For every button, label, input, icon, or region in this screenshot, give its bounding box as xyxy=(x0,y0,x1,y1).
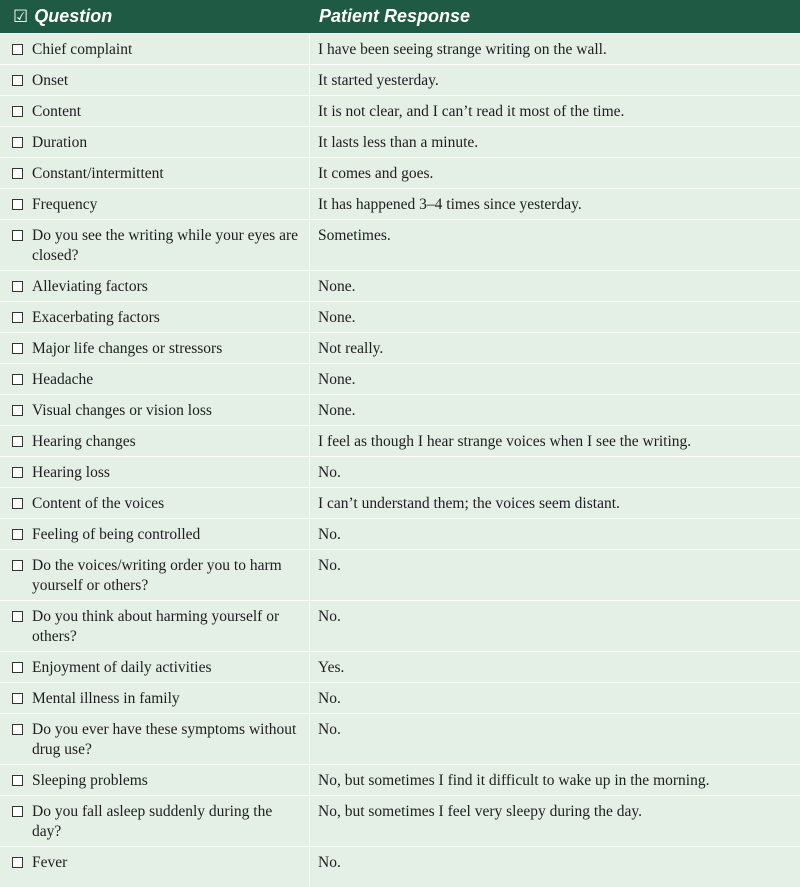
checkbox-icon[interactable] xyxy=(12,529,23,540)
question-text: Headache xyxy=(32,371,94,388)
checkbox-icon[interactable] xyxy=(12,374,23,385)
table-row xyxy=(0,332,800,363)
question-text: Exacerbating factors xyxy=(32,309,160,326)
response-text: No. xyxy=(318,464,341,481)
response-text: None. xyxy=(318,371,356,388)
table-row xyxy=(0,764,800,795)
table-row xyxy=(0,425,800,456)
checkbox-icon[interactable] xyxy=(12,560,23,571)
question-text: Do the voices/writing order you to harm yourself or others? xyxy=(32,557,282,594)
table-row xyxy=(0,301,800,332)
response-text: It comes and goes. xyxy=(318,165,434,182)
checkbox-icon[interactable] xyxy=(12,467,23,478)
table-row xyxy=(0,518,800,549)
question-text: Major life changes or stressors xyxy=(32,340,223,357)
response-text: Sometimes. xyxy=(318,227,391,244)
response-text: Yes. xyxy=(318,659,345,676)
table-row xyxy=(0,126,800,157)
question-text: Constant/intermittent xyxy=(32,165,164,182)
table-row xyxy=(0,713,800,764)
question-text: Visual changes or vision loss xyxy=(32,402,212,419)
checkbox-icon[interactable] xyxy=(12,693,23,704)
question-header xyxy=(0,6,310,27)
response-text: No. xyxy=(318,690,341,707)
question-text: Duration xyxy=(32,134,88,151)
checkbox-icon[interactable] xyxy=(12,168,23,179)
table-row xyxy=(0,600,800,651)
question-text: Hearing loss xyxy=(32,464,110,481)
checkbox-icon[interactable] xyxy=(12,498,23,509)
response-text: None. xyxy=(318,309,356,326)
question-text: Enjoyment of daily activities xyxy=(32,659,212,676)
checkbox-icon[interactable] xyxy=(12,343,23,354)
question-header-label: Question xyxy=(34,6,113,26)
checkbox-icon[interactable] xyxy=(12,611,23,622)
table-header xyxy=(0,0,800,33)
question-text: Sleeping problems xyxy=(32,772,148,789)
checkbox-icon[interactable] xyxy=(12,230,23,241)
response-text: No. xyxy=(318,557,341,574)
question-text: Onset xyxy=(32,72,69,89)
question-text: Do you think about harming yourself or others? xyxy=(32,608,280,645)
checkbox-icon[interactable] xyxy=(12,775,23,786)
response-header-label: Patient Response xyxy=(319,6,471,26)
response-text: No. xyxy=(318,608,341,625)
question-text: Do you ever have these symptoms without drug use? xyxy=(32,721,297,758)
question-text: Mental illness in family xyxy=(32,690,180,707)
response-text: No. xyxy=(318,526,341,543)
question-text: Frequency xyxy=(32,196,98,213)
response-text: No. xyxy=(318,721,341,738)
response-header xyxy=(310,6,470,27)
question-text: Do you see the writing while your eyes are closed? xyxy=(32,227,299,264)
table-row xyxy=(0,456,800,487)
table-row xyxy=(0,846,800,887)
checkbox-icon[interactable] xyxy=(12,857,23,868)
table-row xyxy=(0,682,800,713)
checkbox-icon[interactable] xyxy=(12,724,23,735)
question-text: Hearing changes xyxy=(32,433,136,450)
response-text: I can’t understand them; the voices seem distant. xyxy=(318,495,620,512)
table-row xyxy=(0,219,800,270)
checked-box-icon: ☑ xyxy=(13,7,29,26)
table-row xyxy=(0,270,800,301)
table-row xyxy=(0,795,800,846)
question-text: Content of the voices xyxy=(32,495,165,512)
question-text: Do you fall asleep suddenly during the day? xyxy=(32,803,273,840)
checkbox-icon[interactable] xyxy=(12,405,23,416)
checkbox-icon[interactable] xyxy=(12,312,23,323)
table-row xyxy=(0,33,800,64)
table-row xyxy=(0,64,800,95)
table-row xyxy=(0,363,800,394)
response-text: It is not clear, and I can’t read it most of the time. xyxy=(318,103,625,120)
response-text: Not really. xyxy=(318,340,384,357)
question-text: Chief complaint xyxy=(32,41,133,58)
checkbox-icon[interactable] xyxy=(12,436,23,447)
response-text: None. xyxy=(318,278,356,295)
table-row xyxy=(0,95,800,126)
response-text: It started yesterday. xyxy=(318,72,439,89)
response-text: None. xyxy=(318,402,356,419)
checkbox-icon[interactable] xyxy=(12,662,23,673)
checkbox-icon[interactable] xyxy=(12,137,23,148)
response-text: It lasts less than a minute. xyxy=(318,134,479,151)
table-row xyxy=(0,394,800,425)
question-text: Alleviating factors xyxy=(32,278,148,295)
table-row xyxy=(0,157,800,188)
checkbox-icon[interactable] xyxy=(12,44,23,55)
response-text: I feel as though I hear strange voices when I see the writing. xyxy=(318,433,692,450)
question-text: Fever xyxy=(32,854,68,871)
checkbox-icon[interactable] xyxy=(12,281,23,292)
table-row xyxy=(0,651,800,682)
response-text: I have been seeing strange writing on the wall. xyxy=(318,41,607,58)
response-text: No, but sometimes I feel very sleepy during the day. xyxy=(318,803,642,820)
question-text: Feeling of being controlled xyxy=(32,526,201,543)
checkbox-icon[interactable] xyxy=(12,199,23,210)
table-row xyxy=(0,188,800,219)
table-row xyxy=(0,549,800,600)
table-row xyxy=(0,487,800,518)
response-text: No. xyxy=(318,854,341,871)
checkbox-icon[interactable] xyxy=(12,75,23,86)
response-text: No, but sometimes I find it difficult to wake up in the morning. xyxy=(318,772,710,789)
checkbox-icon[interactable] xyxy=(12,806,23,817)
checkbox-icon[interactable] xyxy=(12,106,23,117)
response-text: It has happened 3–4 times since yesterday. xyxy=(318,196,582,213)
question-text: Content xyxy=(32,103,82,120)
